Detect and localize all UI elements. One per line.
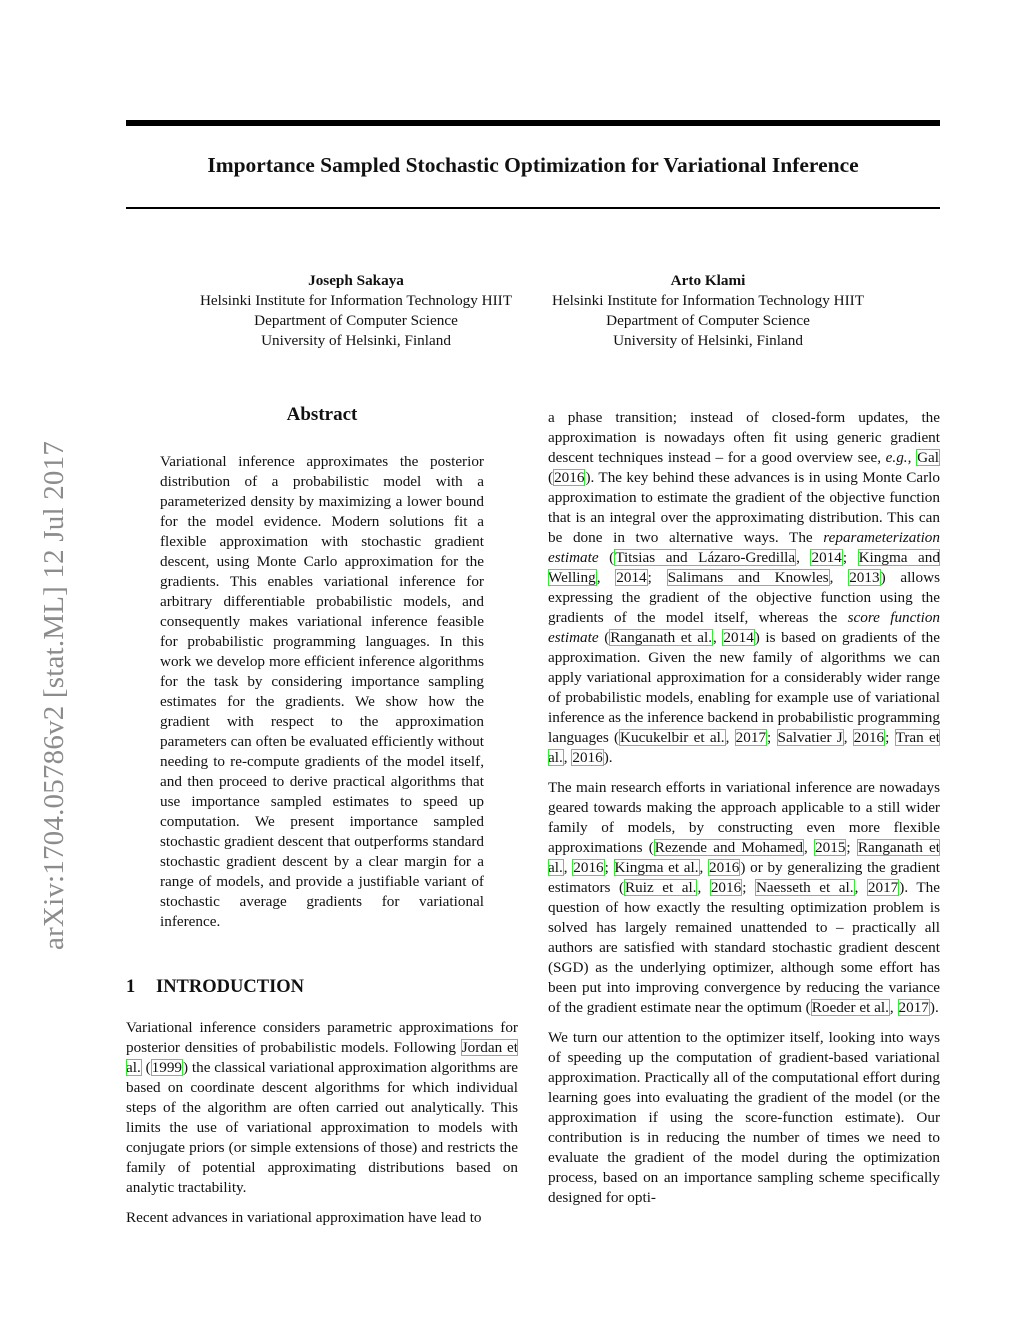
text-run: (: [598, 549, 615, 566]
citation-link[interactable]: 2014: [723, 629, 754, 646]
citation-link[interactable]: Kucukelbir et al.: [620, 729, 725, 746]
citation-link[interactable]: 2016: [572, 749, 603, 766]
text-run: ) is based on gradients of the approximation. Given the new family of algorithms we can apply variational approximation for a considerably wider range of probabilistic models, enabling for example use of variational inference as the inference backend in probabilistic programming languages (: [548, 629, 940, 746]
citation-link[interactable]: 2013: [849, 569, 880, 586]
text-run: ;: [885, 729, 895, 746]
citation-link[interactable]: Jordan et al.: [126, 1039, 519, 1076]
text-run: ,: [829, 569, 849, 586]
text-run: (: [548, 469, 554, 486]
citation-link[interactable]: 2016: [709, 859, 740, 876]
text-run-italic: reparameterization estimate: [548, 529, 940, 566]
citation-link[interactable]: 2016: [573, 859, 604, 876]
author-department: Department of Computer Science: [254, 312, 458, 329]
text-run-italic: e.g.: [885, 449, 908, 466]
author-affiliation: Helsinki Institute for Information Technology HIIT: [199, 292, 513, 309]
intro-paragraph-1: [126, 1018, 518, 1198]
citation-link[interactable]: 2017: [898, 999, 929, 1016]
author-block-2: [532, 271, 884, 351]
author-block-1: [180, 271, 532, 351]
citation-link[interactable]: Gal: [917, 449, 939, 466]
citation-link[interactable]: Rezende and Mohamed: [654, 839, 803, 856]
text-run: ,: [907, 449, 917, 466]
citation-link[interactable]: Kingma et al.: [614, 859, 699, 876]
text-run: ,: [843, 729, 853, 746]
title-bottom-rule: [126, 207, 940, 209]
text-run: ,: [889, 999, 898, 1016]
text-run: ,: [697, 879, 710, 896]
text-run: ) or by generalizing the gradient estimators (: [548, 859, 941, 896]
text-run: ,: [563, 859, 573, 876]
citation-link[interactable]: Ranganath et al.: [610, 629, 713, 646]
citation-link[interactable]: Roeder et al.: [811, 999, 889, 1016]
citation-link[interactable]: Salvatier J: [777, 729, 843, 746]
section-title: INTRODUCTION: [156, 977, 305, 997]
text-run: Variational inference considers parametric approximations for posterior densities of probabilistic models. Following: [126, 1019, 518, 1056]
citation-link[interactable]: Tran et al.: [548, 729, 940, 766]
author-university: University of Helsinki, Finland: [261, 332, 451, 349]
citation-link[interactable]: 2014: [616, 569, 647, 586]
citation-link[interactable]: 2016: [710, 879, 742, 896]
text-run: ;: [604, 859, 614, 876]
citation-link[interactable]: 2016: [853, 729, 885, 746]
text-run: ,: [725, 729, 735, 746]
text-run: ) the classical variational approximation algorithms are based on coordinate descent algorithms for which individual steps of the algorithm are often carried out analytically. This limits the use of variational approximation to models with conjugate priors (or simple extensions of those) and restricts the family of potential approximating distributions based on analytic tractability.: [126, 1059, 518, 1196]
abstract-heading: Abstract: [286, 404, 358, 425]
text-run: ,: [713, 629, 723, 646]
text-run: ). The key behind these advances is in using Monte Carlo approximation to estimate the gradient of the objective function that is an integral over the approximating distribution. This can be done in two alternative ways. The: [548, 469, 940, 546]
text-run: a phase transition; instead of closed-form updates, the approximation is nowadays often fit using generic gradient descent techniques instead – for a good overview see,: [548, 409, 940, 466]
citation-link[interactable]: Ranganath et al.: [548, 839, 940, 876]
author-department: Department of Computer Science: [606, 312, 810, 329]
text-run: ;: [846, 839, 857, 856]
text-run: (: [598, 629, 610, 646]
text-run: ;: [767, 729, 777, 746]
text-run-italic: score function estimate: [548, 609, 941, 646]
citation-link[interactable]: 2014: [811, 549, 842, 566]
citation-link[interactable]: Naesseth et al.: [755, 879, 854, 896]
citation-link[interactable]: Ruiz et al.: [625, 879, 697, 896]
text-run: ,: [796, 549, 811, 566]
text-run: The main research efforts in variational inference are nowadays geared towards making the approach applicable to a still wider family of models, by constructing even more flexible approximations (: [548, 779, 940, 856]
text-run: ;: [742, 879, 755, 896]
text-run: (: [141, 1059, 151, 1076]
citation-link[interactable]: 2017: [867, 879, 899, 896]
author-name: Arto Klami: [670, 272, 746, 289]
citation-link[interactable]: 1999: [151, 1059, 183, 1076]
section-heading-introduction: [126, 976, 518, 998]
left-column: [126, 400, 518, 1228]
title-top-rule: [126, 120, 940, 126]
citation-link[interactable]: 2015: [815, 839, 846, 856]
citation-link[interactable]: Salimans and Knowles: [667, 569, 829, 586]
text-run: ;: [647, 569, 667, 586]
text-run: ). The question of how exactly the resulting optimization problem is solved has largely remained unattended to – practically all authors are satisfied with standard stochastic gradient descent (SGD) as the underlying optimizer, although some effort has been put into improving convergence by reducing the variance of the gradient estimate near the optimum (: [548, 879, 940, 1016]
text-run: ).: [603, 749, 613, 766]
text-run: ;: [842, 549, 858, 566]
text-run: ).: [929, 999, 939, 1016]
author-university: University of Helsinki, Finland: [613, 332, 803, 349]
citation-link[interactable]: 2017: [735, 729, 767, 746]
citation-link[interactable]: 2016: [554, 469, 585, 486]
right-paragraph-3: We turn our attention to the optimizer itself, looking into ways of speeding up the computation of gradient-based variational approximation. Practically all of the computational effort during learning goes into evaluating the gradient of the model (or the approximation if using the score-function estimate). Our contribution is in reducing the number of times we need to evaluate the gradient of the model during the optimization process, based on an importance sampling scheme specifically designed for opti-: [548, 1029, 940, 1206]
arxiv-identifier: arXiv:1704.05786v2 [stat.ML] 12 Jul 2017: [38, 440, 70, 950]
text-run: ,: [804, 839, 815, 856]
abstract-body: Variational inference approximates the posterior distribution of a probabilistic model with a parameterized density by maximizing a lower bound for the model evidence. Modern solutions fit a flexible approximation with stochastic gradient descent, using Monte Carlo approximation for the gradients. This enables variational inference for arbitrary differentiable probabilistic models, and consequently makes variational inference feasible for probabilistic programming languages. In this work we develop more efficient inference algorithms for the task by considering importance sampling estimates for the gradients. We show how the gradient with respect to the approximation parameters can often be evaluated efficiently without needing to re-compute gradients of the model itself, and then proceed to derive practical algorithms that use importance sampled estimates to speed up computation. We present importance sampled stochastic gradient descent that outperforms standard stochastic gradient descent by a clear margin for a range of models, and provide a justifiable variant of stochastic average gradients for variational inference.: [160, 453, 484, 930]
intro-paragraph-2: Recent advances in variational approximation have lead to: [126, 1209, 482, 1226]
citation-link[interactable]: Kingma and Welling: [548, 549, 940, 586]
text-run: ) allows expressing the gradient of the objective function using the gradients of the model itself, whereas the: [548, 569, 941, 626]
text-run: ,: [854, 879, 867, 896]
text-run: ,: [596, 569, 616, 586]
citation-link[interactable]: Titsias and Lázaro-Gredilla: [615, 549, 796, 566]
section-number: 1: [126, 977, 136, 997]
text-run: ,: [699, 859, 709, 876]
right-paragraph-2: [548, 778, 940, 1018]
text-run: ,: [563, 749, 572, 766]
paper-title: Importance Sampled Stochastic Optimization for Variational Inference: [207, 153, 859, 177]
author-affiliation: Helsinki Institute for Information Technology HIIT: [551, 292, 865, 309]
right-column: [548, 408, 940, 1208]
author-name: Joseph Sakaya: [308, 272, 404, 289]
right-paragraph-1: [548, 408, 940, 768]
